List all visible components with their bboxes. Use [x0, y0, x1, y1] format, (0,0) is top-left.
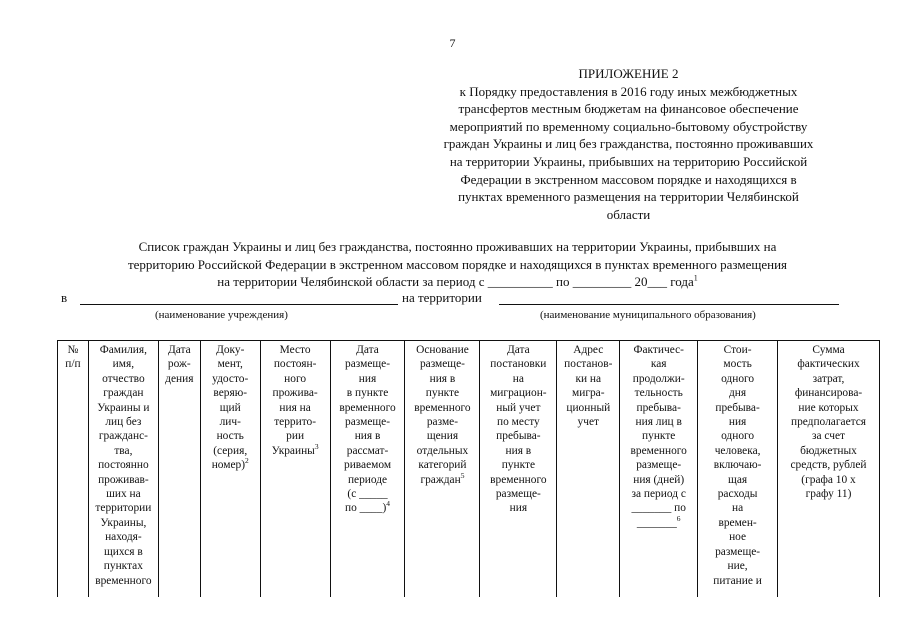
municipality-blank[interactable]	[499, 290, 839, 305]
footnote-ref: 6	[676, 514, 681, 524]
appendix-line: пунктах временного размещения на территории Челябинской	[458, 189, 799, 205]
column-header-text: Сумма фактических затрат, финансирова- ние которых предполагается за счет бюджетных средств, рублей (графа 10 х графу 11)	[790, 344, 867, 501]
column-header-text: Основание размеще- ния в пункте временного разме- щения отдельных категорий граждан	[414, 344, 471, 486]
column-header-text: Стои- мость одного дня пребыва- ния одного человека, включаю- щая расходы на времен- ное размеще- ние, питание и	[713, 344, 762, 587]
list-title-line	[40, 273, 875, 291]
column-header-text: Место постоян- ного прожива- ния на террито- рии Украины	[271, 344, 318, 457]
prefix-label: в	[61, 290, 68, 305]
citizens-table	[57, 340, 880, 597]
appendix-title: ПРИЛОЖЕНИЕ 2	[578, 66, 679, 81]
column-header-text: № п/п	[65, 344, 81, 371]
table-container	[57, 340, 880, 597]
appendix-line: области	[606, 206, 651, 222]
territory-label: на территории	[402, 290, 482, 305]
list-title	[40, 238, 875, 291]
column-header	[330, 341, 405, 598]
caption-municipality: (наименование муниципального образования)	[540, 309, 756, 321]
page-number: 7	[449, 36, 456, 50]
column-header	[88, 341, 158, 598]
column-header	[260, 341, 330, 598]
column-header	[557, 341, 620, 598]
column-header-text: Дата постановки на миграцион- ный учет по месту пребыва- ния в пункте временного размеще- ния	[490, 344, 547, 515]
institution-blank[interactable]	[80, 290, 398, 305]
column-header	[620, 341, 698, 598]
column-header-text: Адрес постанов- ки на мигра- ционный учет	[564, 344, 613, 429]
caption-institution: (наименование учреждения)	[155, 309, 288, 321]
table-header-row	[58, 341, 880, 598]
appendix-line: Федерации в экстренном массовом порядке и находящихся в	[460, 171, 797, 187]
appendix-line: к Порядку предоставления в 2016 году иных межбюджетных	[459, 83, 798, 99]
appendix-line: трансфертов местным бюджетам на финансовое обеспечение	[458, 101, 799, 117]
column-header-text: Дата рож- дения	[165, 344, 194, 385]
column-header	[698, 341, 778, 598]
appendix-line: мероприятий по временному социально-бытовому обустройству	[449, 118, 808, 134]
column-header	[778, 341, 880, 598]
column-header-text: Фамилия, имя, отчество граждан Украины и лиц без гражданс- тва, постоянно проживав- ших на территории Украины, находя- щихся в пунктах временного	[95, 344, 152, 587]
column-header-text: Фактичес- кая продолжи- тельность пребыва- ния лиц в пункте временного размеще- ния (дней) за период с _______ по _______	[630, 344, 687, 529]
column-header	[405, 341, 480, 598]
column-header-text: Дата размеще- ния в пункте временного размеще- ния в рассмат- риваемом периоде (с _____ по ____)	[339, 344, 396, 515]
footnote-ref: 1	[693, 273, 698, 283]
list-title-line: Список граждан Украины и лиц без гражданства, постоянно проживавших на территории Украины, прибывших на	[138, 239, 777, 254]
column-header	[58, 341, 89, 598]
footnote-ref: 5	[460, 470, 465, 480]
footnote-ref: 2	[245, 456, 249, 466]
appendix-line: граждан Украины и лиц без гражданства, постоянно проживавших	[443, 136, 814, 152]
column-header-text: Доку- мент, удосто- веряю- щий лич- ность (серия, номер)	[211, 344, 249, 472]
column-header	[480, 341, 557, 598]
column-header	[200, 341, 260, 598]
list-title-line: территорию Российской Федерации в экстренном массовом порядке и находящихся в пунктах временного размещения	[127, 256, 788, 272]
footnote-ref: 3	[314, 442, 319, 452]
column-header	[158, 341, 200, 598]
appendix-line: на территории Украины, прибывших на территорию Российской	[449, 153, 808, 169]
appendix-block	[416, 65, 841, 223]
list-title-period: на территории Челябинской области за период с __________ по _________ 20___ года	[217, 274, 694, 289]
footnote-ref: 4	[386, 499, 390, 509]
institution-line	[0, 290, 905, 306]
